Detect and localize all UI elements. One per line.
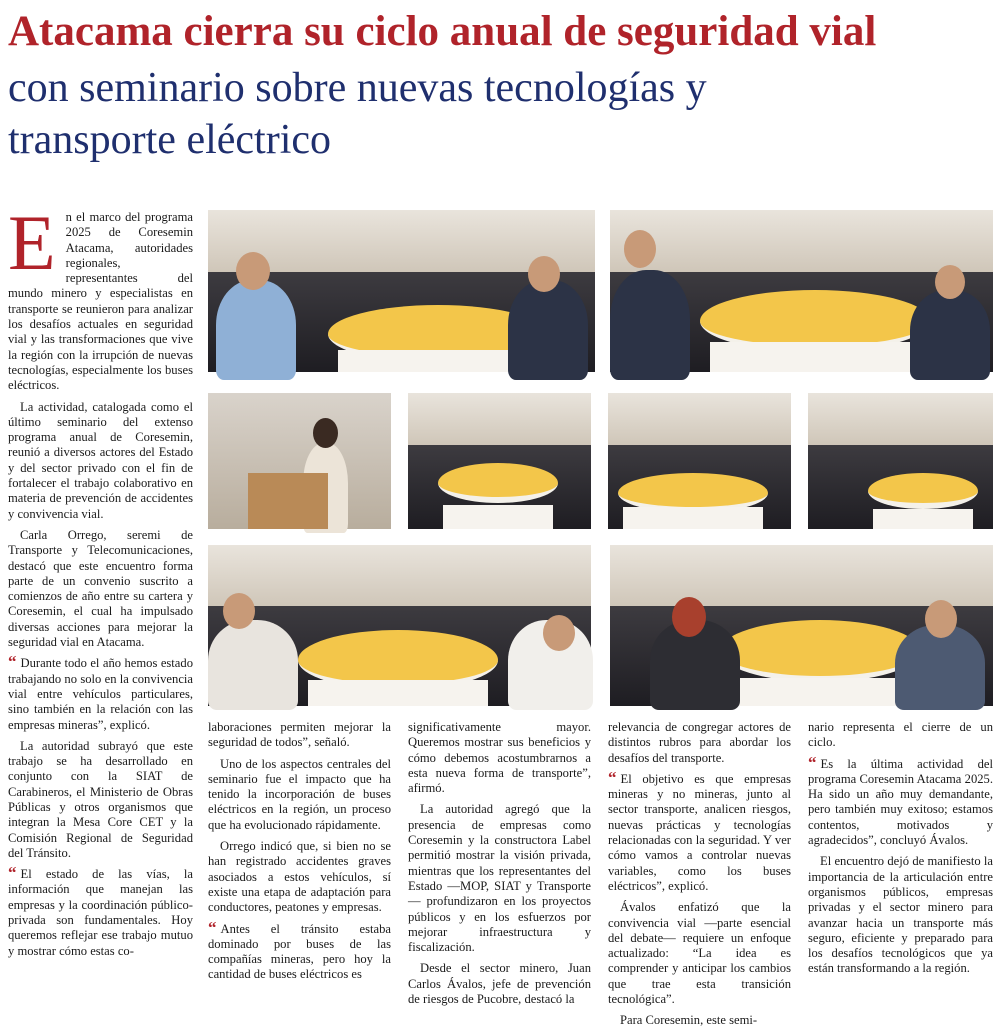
text-column-1: [8, 199, 193, 1010]
article-paragraph: significativamente mayor. Queremos mostrar sus beneficios y cómo debemos acostumbrarnos a esta nueva forma de transporte”, afirmó.: [408, 720, 591, 796]
article-headline: [8, 4, 993, 166]
quote-mark-icon: “: [8, 863, 17, 883]
text-column-3: [408, 720, 591, 1015]
article-paragraph: Ávalos enfatizó que la convivencia vial —parte esencial del debate— requiere un enfoque actualizado: “La idea es comprender y anticipar los cambios que trae esta transición tecnológica”.: [608, 900, 791, 1007]
photo-seminar-table-5: [808, 393, 993, 529]
headline-line-3: transporte eléctrico: [8, 117, 331, 163]
photo-seminar-table-7: [610, 545, 993, 706]
text-column-4: [608, 720, 791, 1028]
headline-line-1: Atacama cierra su ciclo anual de seguridad vial: [8, 8, 877, 55]
article-paragraph: Para Coresemin, este semi-: [620, 1013, 758, 1028]
article-paragraph: Orrego indicó que, si bien no se han registrado accidentes graves asociados a estos vehículos, sí existe una etapa de adaptación para conductores, peatones y empresas.: [208, 839, 391, 915]
photo-speaker-podium: [208, 393, 391, 529]
article-paragraph: La autoridad subrayó que este trabajo se ha desarrollado en conjunto con la SIAT de Carabineros, el Ministerio de Obras Públicas y otros organismos que integran la Mesa Core CET y la Comisión Regional de Seguridad del Tránsito.: [8, 738, 193, 860]
photo-seminar-table-3: [408, 393, 591, 529]
article-paragraph: Carla Orrego, seremi de Transporte y Telecomunicaciones, destacó que este encuentro forma parte de un convenio suscrito a comienzos de año entre su cartera y Coresemin, el cual ha impulsado diversas acciones para mejorar la seguridad vial en Atacama.: [8, 527, 193, 650]
quote-paragraph: “ Es la última actividad del programa Coresemin Atacama 2025. Ha sido un año muy demandante, pero también muy exitoso; estamos contentos, motivados y agradecidos”, concluyó Ávalos.: [808, 752, 993, 848]
text-column-5: [808, 720, 993, 1015]
photo-seminar-table-4: [608, 393, 791, 529]
article-paragraph: La autoridad agregó que la presencia de empresas como Coresemin y la constructora Label permitió mostrar la visión privada, mientras que los representantes del Estado —MOP, SIAT y Transporte— profundizaron en los proyectos públicos y en los esfuerzos por mejorar infraestructura y fiscalización.: [408, 802, 591, 955]
quote-mark-icon: “: [8, 652, 17, 672]
article-paragraph: En el marco del programa 2025 de Coresemin Atacama, autoridades regionales, representantes del mundo minero y especialistas en transporte se reunieron para analizar los desafíos actuales en seguridad vial y las transformaciones que vive la región con la irrupción de nuevas tecnologías, especialmente los buses eléctricos.: [8, 199, 193, 393]
drop-cap: E: [8, 199, 56, 286]
quote-paragraph: “ Durante todo el año hemos estado trabajando no solo en la convivencia vial entre vehículos particulares, sino también en la relación con las empresas mineras”, explicó.: [8, 652, 193, 732]
headline-line-2: con seminario sobre nuevas tecnologías y: [8, 65, 707, 111]
article-paragraph: La actividad, catalogada como el último seminario del extenso programa anual de Coresemin, reunió a diversos actores del Estado y del sector privado con el fin de fortalecer el trabajo colaborativo en materia de prevención de accidentes y convivencia vial.: [8, 399, 193, 521]
quote-paragraph: “ El objetivo es que empresas mineras y no mineras, junto al sector transporte, analicen riesgos, nuevas prácticas y tecnologías relacionadas con la seguridad. Y ver cómo vamos a controlar nuevas variables, como los buses eléctricos”, explicó.: [608, 767, 791, 893]
article-paragraph: El encuentro dejó de manifiesto la importancia de la articulación entre organismos públicos, empresas privadas y el sector minero para avanzar hacia un transporte más seguro, eficiente y preparado para los desafíos tecnológicos que ya están transformando a la región.: [808, 854, 993, 976]
article-paragraph: Uno de los aspectos centrales del seminario fue el impacto que ha tenido la incorporación de buses eléctricos en la región, un proceso que ha evolucionado rápidamente.: [208, 756, 391, 832]
text-column-2: [208, 720, 391, 1015]
photo-seminar-table-6: [208, 545, 591, 706]
quote-mark-icon: “: [808, 752, 817, 772]
quote-mark-icon: “: [608, 767, 617, 787]
quote-mark-icon: “: [208, 917, 217, 937]
article-paragraph: relevancia de congregar actores de distintos rubros para abordar los desafíos del transporte.: [608, 720, 791, 765]
article-paragraph: nario representa el cierre de un ciclo.: [808, 720, 993, 750]
photo-seminar-table-2: [610, 210, 993, 372]
quote-paragraph: “ El estado de las vías, la información que manejan las empresas y la coordinación público-privada son fundamentales. Hoy queremos reflejar ese trabajo mutuo y mostrar cómo estas co-: [8, 863, 193, 958]
article-paragraph: laboraciones permiten mejorar la seguridad de todos”, señaló.: [208, 720, 391, 750]
quote-paragraph: “ Antes el tránsito estaba dominado por buses de las compañías mineras, pero hoy la cantidad de buses eléctricos es: [208, 917, 391, 982]
photo-seminar-table-1: [208, 210, 595, 372]
article-paragraph: Desde el sector minero, Juan Carlos Ávalos, jefe de prevención de riesgos de Pucobre, destacó la: [408, 961, 591, 1007]
